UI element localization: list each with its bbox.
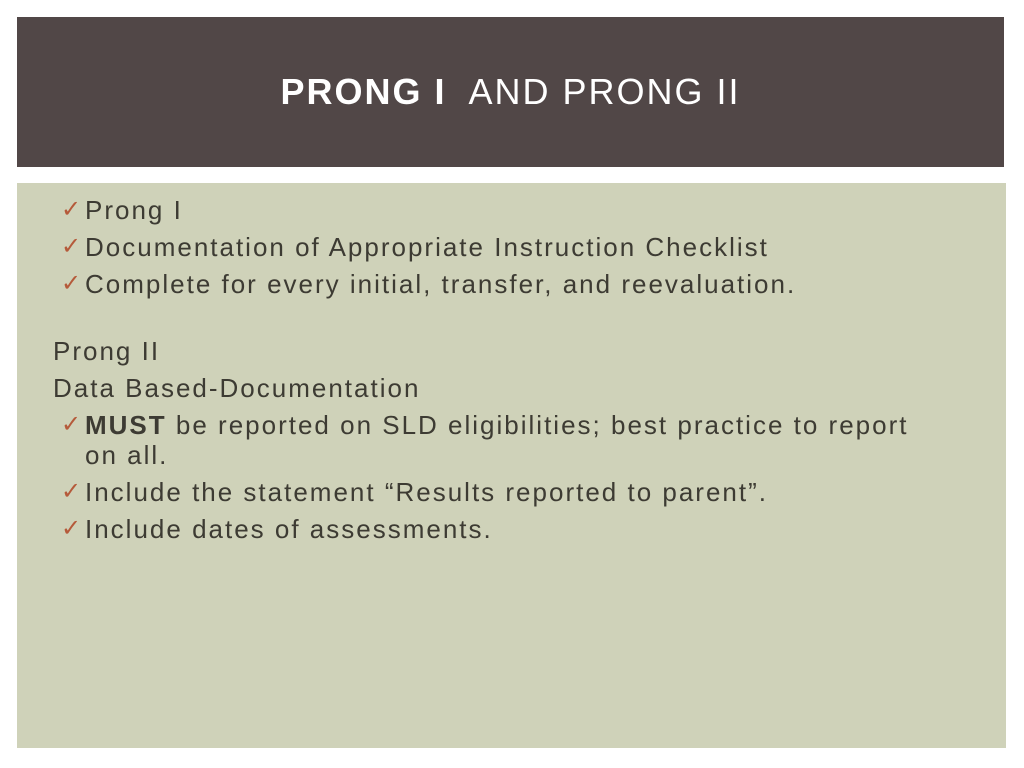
bullet-item	[53, 477, 933, 507]
bullet-text: Include dates of assessments.	[85, 514, 493, 544]
check-icon: ✓	[61, 411, 84, 438]
bullet-text: Prong I	[85, 195, 183, 225]
title-part-1: PRONG I	[280, 71, 447, 112]
check-icon: ✓	[61, 478, 84, 505]
check-icon: ✓	[61, 196, 84, 223]
check-icon: ✓	[61, 515, 84, 542]
content-text	[53, 195, 933, 551]
bullet-text: Complete for every initial, transfer, and reevaluation.	[85, 269, 797, 299]
check-icon: ✓	[61, 270, 84, 297]
content-panel	[17, 183, 1006, 748]
bullet-text: be reported on SLD eligibilities; best practice to report on all.	[85, 410, 909, 470]
bullet-text: Include the statement “Results reported to parent”.	[85, 477, 768, 507]
title-part-2: AND PRONG II	[468, 71, 741, 112]
bullet-text: Documentation of Appropriate Instruction Checklist	[85, 232, 769, 262]
slide-title	[280, 71, 740, 113]
bullet-item	[53, 514, 933, 544]
emphasis-text: MUST	[85, 410, 167, 440]
section-subheading: Data Based-Documentation	[53, 373, 421, 403]
bullet-item	[53, 410, 933, 470]
spacer	[53, 306, 933, 336]
bullet-item	[53, 269, 933, 299]
section-heading: Prong II	[53, 336, 161, 366]
bullet-item	[53, 232, 933, 262]
title-bar	[17, 17, 1004, 167]
check-icon: ✓	[61, 233, 84, 260]
bullet-item	[53, 195, 933, 225]
